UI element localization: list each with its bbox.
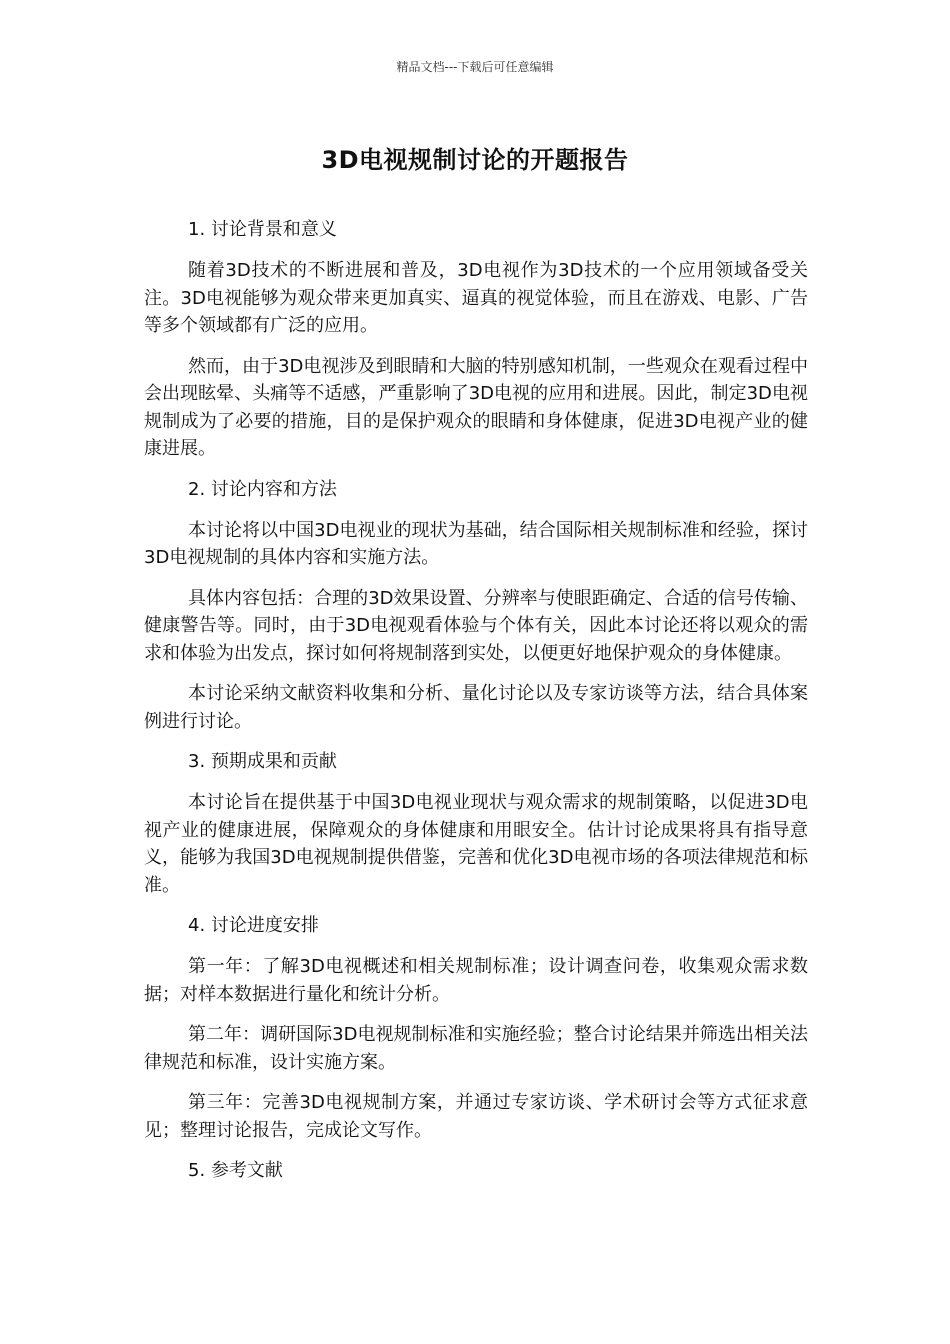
section-heading-5: 5. 参考文献	[188, 1160, 283, 1181]
section-4-paragraph-3: 第三年：完善3D电视规制方案，并通过专家访谈、学术研讨会等方式征求意见；整理讨论报告，完成论文写作。	[144, 1092, 808, 1141]
document-body	[144, 216, 808, 1198]
section-heading-2: 2. 讨论内容和方法	[188, 478, 337, 500]
section-heading-4: 4. 讨论进度安排	[188, 915, 319, 936]
section-4-paragraph-1: 第一年：了解3D电视概述和相关规制标准；设计调查问卷，收集观众需求数据；对样本数据进行量化和统计分析。	[144, 956, 808, 1005]
section-1-paragraph-1: 随着3D技术的不断进展和普及，3D电视作为3D技术的一个应用领域备受关注。3D电视能够为观众带来更加真实、逼真的视觉体验，而且在游戏、电影、广告等多个领域都有广泛的应用。	[144, 260, 808, 336]
section-2-paragraph-3: 本讨论采纳文献资料收集和分析、量化讨论以及专家访谈等方法，结合具体案例进行讨论。	[144, 683, 808, 732]
section-2-paragraph-2: 具体内容包括：合理的3D效果设置、分辨率与使眼距确定、合适的信号传输、健康警告等。同时，由于3D电视观看体验与个体有关，因此本讨论还将以观众的需求和体验为出发点，探讨如何将规制落到实处，以便更好地保护观众的身体健康。	[144, 587, 808, 664]
section-2-paragraph-1: 本讨论将以中国3D电视业的现状为基础，结合国际相关规制标准和经验，探讨3D电视规制的具体内容和实施方法。	[144, 519, 808, 568]
section-heading-3: 3. 预期成果和贡献	[188, 751, 337, 772]
header-note: 精品文档---下载后可任意编辑	[396, 60, 554, 74]
section-4-paragraph-2: 第二年：调研国际3D电视规制标准和实施经验；整合讨论结果并筛选出相关法律规范和标准，设计实施方案。	[144, 1024, 808, 1073]
section-3-paragraph-1: 本讨论旨在提供基于中国3D电视业现状与观众需求的规制策略，以促进3D电视产业的健康进展，保障观众的身体健康和用眼安全。估计讨论成果将具有指导意义，能够为我国3D电视规制提供借鉴，完善和优化3D电视市场的各项法律规范和标准。	[144, 792, 808, 896]
document-title: 3D电视规制讨论的开题报告	[321, 146, 629, 174]
section-heading-1: 1. 讨论背景和意义	[188, 219, 337, 240]
section-1-paragraph-2: 然而，由于3D电视涉及到眼睛和大脑的特别感知机制，一些观众在观看过程中会出现眩晕、头痛等不适感，严重影响了3D电视的应用和进展。因此，制定3D电视规制成为了必要的措施，目的是保护观众的眼睛和身体健康，促进3D电视产业的健康进展。	[144, 355, 808, 459]
